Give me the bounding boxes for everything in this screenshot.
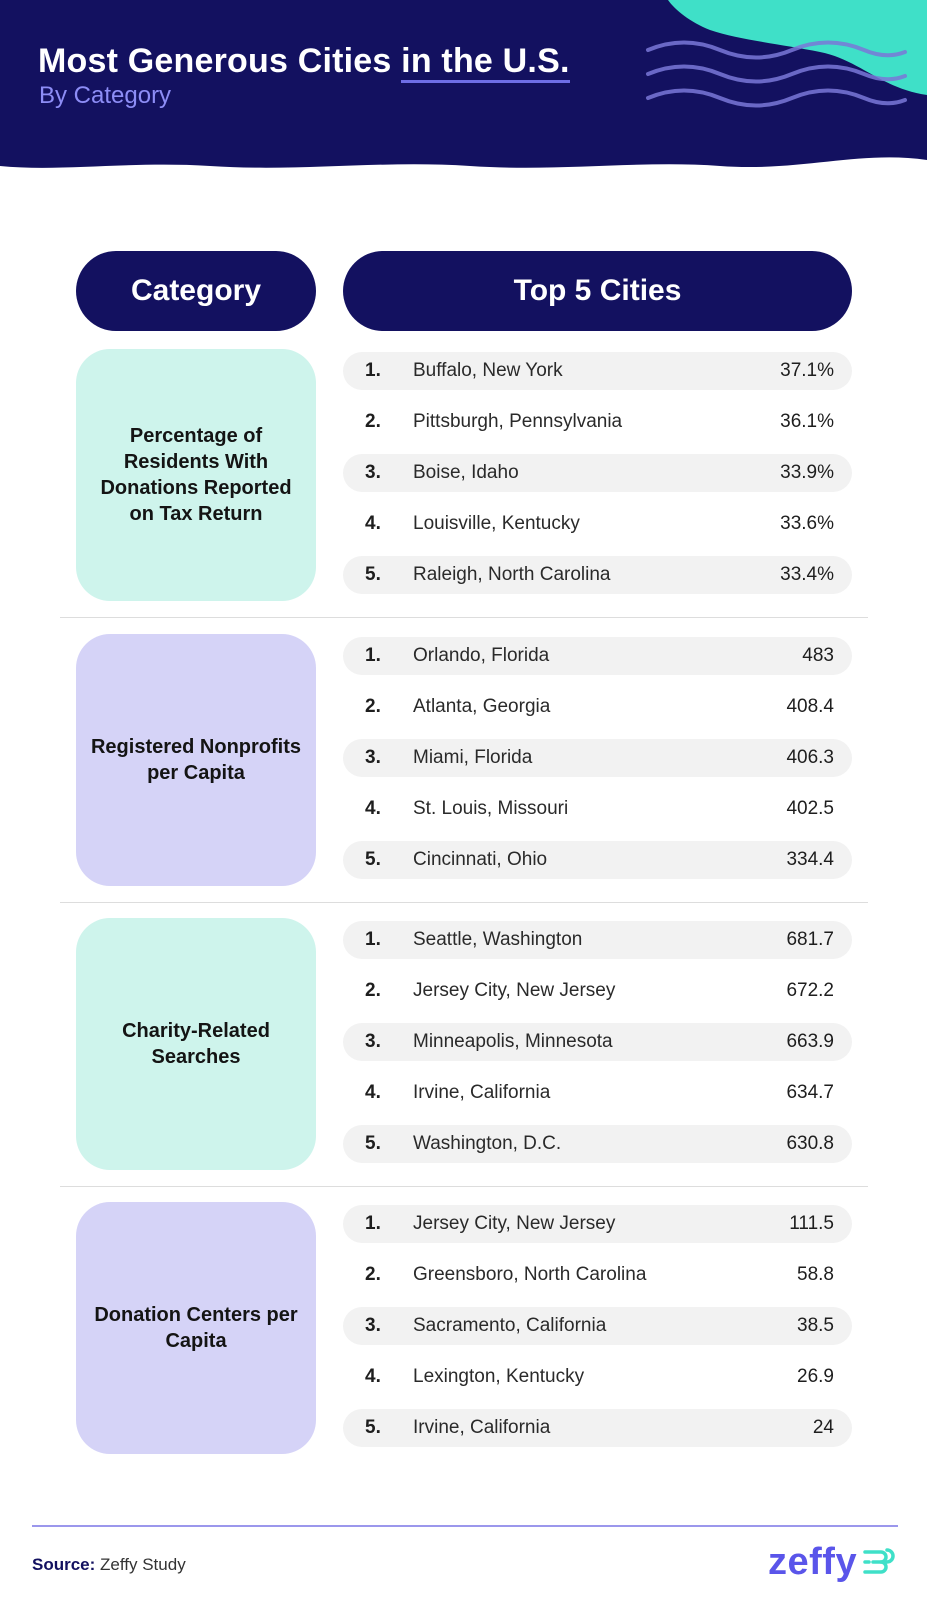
city-name: Seattle, Washington	[413, 929, 583, 950]
metric-value: 33.6%	[780, 513, 834, 534]
metric-value: 58.8	[797, 1264, 834, 1285]
table-row	[343, 841, 852, 879]
category-card: Percentage of Residents With Donations Reported on Tax Return	[76, 349, 316, 601]
metric-value: 663.9	[786, 1031, 834, 1052]
city-name: Buffalo, New York	[413, 360, 563, 381]
table-row	[343, 1358, 852, 1396]
rank-number: 5.	[365, 849, 381, 870]
top-cities-column-header: Top 5 Cities	[343, 251, 852, 331]
metric-value: 38.5	[797, 1315, 834, 1336]
category-card: Registered Nonprofits per Capita	[76, 634, 316, 886]
metric-value: 111.5	[789, 1213, 834, 1234]
metric-value: 672.2	[786, 980, 834, 1001]
rank-number: 2.	[365, 1264, 381, 1285]
rank-number: 4.	[365, 1366, 381, 1387]
city-name: Orlando, Florida	[413, 645, 550, 666]
metric-value: 408.4	[786, 696, 834, 717]
section-divider	[60, 1186, 868, 1187]
table-row	[343, 1307, 852, 1345]
city-name: Jersey City, New Jersey	[413, 1213, 616, 1234]
page-subtitle: By Category	[39, 82, 172, 109]
page-title	[38, 42, 570, 81]
rank-number: 1.	[365, 929, 381, 950]
rank-number: 3.	[365, 462, 381, 483]
source-note	[32, 1555, 186, 1575]
table-row	[343, 688, 852, 726]
city-name: Raleigh, North Carolina	[413, 564, 611, 585]
rank-number: 2.	[365, 696, 381, 717]
table-row	[343, 637, 852, 675]
zeffy-logo	[768, 1540, 897, 1584]
metric-value: 483	[802, 645, 834, 666]
rank-number: 2.	[365, 980, 381, 1001]
city-name: Jersey City, New Jersey	[413, 980, 616, 1001]
header-banner	[0, 0, 927, 175]
logo-icon	[861, 1544, 897, 1580]
table-row	[343, 352, 852, 390]
table-row	[343, 921, 852, 959]
city-name: Atlanta, Georgia	[413, 696, 551, 717]
city-name: Louisville, Kentucky	[413, 513, 580, 534]
city-name: Minneapolis, Minnesota	[413, 1031, 613, 1052]
category-card: Donation Centers per Capita	[76, 1202, 316, 1454]
city-name: Miami, Florida	[413, 747, 533, 768]
metric-value: 630.8	[786, 1133, 834, 1154]
metric-value: 634.7	[786, 1082, 834, 1103]
metric-value: 36.1%	[780, 411, 834, 432]
source-label: Source:	[32, 1555, 96, 1574]
metric-value: 402.5	[786, 798, 834, 819]
metric-value: 406.3	[786, 747, 834, 768]
category-column-header: Category	[76, 251, 316, 331]
city-name: Lexington, Kentucky	[413, 1366, 585, 1387]
metric-value: 33.4%	[780, 564, 834, 585]
rank-number: 4.	[365, 513, 381, 534]
source-text: Zeffy Study	[95, 1555, 186, 1574]
metric-value: 33.9%	[780, 462, 834, 483]
city-name: Irvine, California	[413, 1417, 551, 1438]
table-row	[343, 1205, 852, 1243]
table-row	[343, 505, 852, 543]
city-name: Sacramento, California	[413, 1315, 607, 1336]
city-name: Greensboro, North Carolina	[413, 1264, 647, 1285]
rank-number: 3.	[365, 1315, 381, 1336]
table-row	[343, 556, 852, 594]
city-name: Irvine, California	[413, 1082, 551, 1103]
rank-number: 1.	[365, 1213, 381, 1234]
metric-value: 37.1%	[780, 360, 834, 381]
category-card: Charity-Related Searches	[76, 918, 316, 1170]
table-row	[343, 1125, 852, 1163]
section-divider	[60, 902, 868, 903]
rank-number: 4.	[365, 1082, 381, 1103]
city-name: Washington, D.C.	[413, 1133, 562, 1154]
rank-number: 3.	[365, 1031, 381, 1052]
rank-number: 2.	[365, 411, 381, 432]
logo-wordmark: zeffy	[768, 1540, 858, 1583]
title-part-1: Most Generous Cities	[38, 42, 402, 80]
rank-number: 5.	[365, 564, 381, 585]
table-row	[343, 403, 852, 441]
table-row	[343, 790, 852, 828]
rank-number: 1.	[365, 645, 381, 666]
city-name: St. Louis, Missouri	[413, 798, 569, 819]
metric-value: 334.4	[786, 849, 834, 870]
rank-number: 5.	[365, 1133, 381, 1154]
table-row	[343, 1023, 852, 1061]
section-divider	[60, 617, 868, 618]
table-row	[343, 454, 852, 492]
rank-number: 5.	[365, 1417, 381, 1438]
table-row	[343, 1074, 852, 1112]
rank-number: 1.	[365, 360, 381, 381]
city-name: Pittsburgh, Pennsylvania	[413, 411, 623, 432]
table-row	[343, 1256, 852, 1294]
rank-number: 3.	[365, 747, 381, 768]
metric-value: 24	[812, 1417, 834, 1438]
city-name: Cincinnati, Ohio	[413, 849, 548, 870]
table-row	[343, 1409, 852, 1447]
footer-divider	[32, 1525, 898, 1527]
table-row	[343, 739, 852, 777]
title-part-2-underlined: in the U.S.	[401, 42, 569, 83]
metric-value: 26.9	[797, 1366, 834, 1387]
city-name: Boise, Idaho	[413, 462, 519, 483]
rank-number: 4.	[365, 798, 381, 819]
metric-value: 681.7	[786, 929, 834, 950]
table-row	[343, 972, 852, 1010]
